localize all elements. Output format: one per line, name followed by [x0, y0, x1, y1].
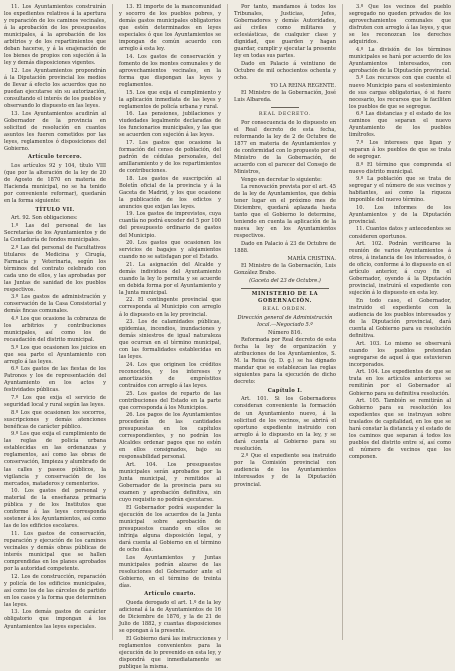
paragraph: El Gobernador podrá suspender la ejecución de los acuerdos de la Junta municipal sobre aprobación de presupuestos cuando en ellos se infrinja alguna disposición legal, y dará cuenta al Gobierno en el término de ocho días.: [119, 504, 221, 554]
paragraph: Dirección general de Administración local.—Negociado 5.º: [237, 314, 333, 328]
paragraph: Art. 103. Lo mismo se observará cuando los pueblos pretendan segregarse de aquel á que estuvieren incorporados.: [349, 340, 451, 368]
paragraph: Art. 102. Podrán verificarse la reunión de varios Ayuntamientos á otros, á instancia de los interesados, ó de oficio, conforme á lo dispuesto en el artículo anterior, á cuyo fin el Gobernador, oyendo á la Diputación provincial, instruirá el expediente con sujeción á lo dispuesto en esta ley.: [349, 241, 451, 297]
paragraph: 26. Los pagos de los Ayuntamientos procederán de las cantidades presupuestas en los capítulos correspondientes, y no podrán los Alcaldes ordenar pagos que no estén en ellos consignados, bajo su responsabilidad personal.: [119, 412, 221, 461]
section-heading: REAL ORDEN.: [262, 307, 308, 313]
paragraph: 5.º Los recursos con que cuente el nuevo Municipio para el sostenimiento de sus cargas obligatorias, ó si fuere necesario, los recursos que le faciliten los pueblos de que se segregue.: [349, 75, 451, 110]
paragraph: 22. El contingente provincial que corresponda al Municipio con arreglo á lo dispuesto en la ley provincial.: [119, 297, 221, 318]
paragraph: 12. Los Ayuntamientos propondrán á la Diputación provincial los medios de llevar á efecto los acuerdos que no puedan ejecutarse sin su autorización, consultando el interés de los pueblos y observando lo dispuesto en las leyes.: [4, 67, 106, 110]
section-heading: Capítulo I.: [267, 387, 303, 394]
paragraph: Queda derogado el art. 1.º de la ley adicional á la de Ayuntamientos de 16 de Diciembre de 1876, y la de 21 de Julio de 1882, y cuantas disposiciones se opongan á la presente.: [119, 599, 221, 635]
paragraph: 9.º Los que exija el cumplimiento de las reglas de policía urbana establecidas en las ordenanzas y reglamentos, así como las obras de conservación, limpieza y alumbrado de las calles y paseos públicos, la vigilancia y conservación de los mercados, mataderos y cementerios.: [4, 431, 106, 487]
paragraph: Reformada por Real decreto de esta fecha la ley de organización y atribuciones de los Ayuntamientos, S. M. la Reina (q. D. g.) se ha dignado mandar que se establezcan las reglas siguientes para la ejecución de dicho decreto:: [234, 337, 336, 386]
section-divider: [241, 288, 329, 289]
paragraph: 7.º Los intereses que ligan y separan á los pueblos de que se trata de segregar.: [349, 139, 451, 160]
column-2: [112, 4, 221, 670]
paragraph: 23. Los de calamidades públicas, epidemias, incendios, inundaciones y demás siniestros de igual naturaleza que ocurran en el término municipal, con las formalidades establecidas en las leyes.: [119, 319, 221, 361]
paragraph: 11. Cuantos datos y antecedentes se consideren oportunos.: [349, 226, 451, 240]
paragraph: 17. Los gastos que ocasione la formación del censo de población, del padrón de cédulas personales, del amillaramiento y de los repartimientos de contribuciones.: [119, 139, 221, 175]
paragraph: 4.º Los que ocasione la cobranza de los arbitrios y contribuciones municipales, así como los de recaudación del distrito municipal.: [4, 316, 106, 344]
paragraph: 11. Los gastos de conservación, reparación y ejecución de los caminos vecinales y demás obras públicas de interés municipal que se hallen comprendidas en los planes aprobados por la autoridad competente.: [4, 530, 106, 573]
paragraph: Número 816.: [267, 329, 303, 336]
paragraph: Por tanto, mandamos á todos los Tribunales, Justicias, Jefes, Gobernadores y demás Autoridades, así civiles como militares y eclesiásticas, de cualquier clase y dignidad, que guarden y hagan guardar, cumplir y ejecutar la presente ley en todas sus partes.: [234, 4, 336, 60]
paragraph: 7.º Los que exija el servicio de seguridad local y rural según las leyes.: [4, 395, 106, 409]
paragraph: 13. El importe de la mancomunidad y socorro de los pueblos pobres, y demás gastos municipales obligatorios que estén determinados en leyes especiales ó que los Ayuntamientos se impongan de común acuerdo con arreglo á esta ley.: [119, 4, 221, 53]
section-heading: Artículo cuarto.: [144, 591, 196, 598]
paragraph: 5.º Los que ocasionen los juicios en que sea parte el Ayuntamiento con arreglo á las leyes.: [4, 344, 106, 365]
paragraph: 12. Los de construcción, reparación y policía de los edificios municipales, así como los de las cárceles de partido en los casos y la forma que determinen las leyes.: [4, 573, 106, 608]
paragraph: El Gobierno dará las instrucciones y reglamentos convenientes para la ejecución de lo prevenido en esta ley, y dispondrá que inmediatamente se publique la misma.: [119, 635, 221, 670]
paragraph: 13. Los demás gastos de carácter obligatorio que impongan á los Ayuntamientos las leyes especiales.: [4, 609, 106, 630]
paragraph: 10. Los informes de los Ayuntamientos y de la Diputación provincial.: [349, 204, 451, 225]
paragraph: Los Ayuntamientos y Juntas municipales podrán alzarse de las resoluciones del Gobernador ante el Gobierno, en el término de treinta días.: [119, 554, 221, 589]
paragraph: El Ministro de la Gobernación, Luis González Brabo.: [234, 263, 336, 277]
paragraph: Dado en Palacio á 23 de Octubre de 1888.: [234, 241, 336, 255]
paragraph: 3.º Que los vecinos del pueblo segregado no queden privados de los aprovechamientos comunales que disfruten con arreglo á las leyes, y que se les reconozcan los derechos adquiridos.: [349, 4, 451, 46]
paragraph: 25. Los gastos de reparto de las contribuciones del Estado en la parte que corresponda á los Municipios.: [119, 390, 221, 411]
section-heading: REAL DECRETO.: [258, 112, 312, 118]
paragraph: 11. Los Ayuntamientos construirán los expedientes relativos á la apertura y reparación de los caminos vecinales, á la aprobación de los presupuestos municipales, á la aprobación de los arbitrios y de los repartimientos que deban hacerse, y á la enajenación de los bienes de propios con sujeción á la ley y demás disposiciones vigentes.: [4, 4, 106, 67]
paragraph: 10. Los gastos del personal y material de la enseñanza primaria pública y de los Institutos que conforme á las leyes corresponda sostener á los Ayuntamientos, así como las de los edificios escolares.: [4, 488, 106, 530]
paragraph: 19. Los gastos de imprevistos, cuya cuantía no podrá exceder del 5 por 100 del presupuesto ordinario de gastos del Municipio.: [119, 211, 221, 239]
paragraph: 21. La asignación del Alcalde y demás individuos del Ayuntamiento cuando la ley lo permita y se acuerde en debida forma por el Ayuntamiento y la Junta municipal.: [119, 261, 221, 296]
paragraph: 14. Los gastos de conservación y fomento de los montes comunales y de aprovechamientos vecinales, en la forma que dispongan las leyes y reglamentos.: [119, 53, 221, 89]
paragraph: 15. Los que exija el cumplimiento y la aplicación inmediata de las leyes y reglamentos de policía urbana y rural.: [119, 89, 221, 110]
paragraph: Art. 104. Los presupuestos municipales serán aprobados por la Junta municipal, y remitidos al Gobernador de la provincia para su examen y aprobación definitiva, sin cuyo requisito no podrán ejecutarse.: [119, 462, 221, 504]
paragraph: 20. Los gastos que ocasionen los servicios de bagajes y alojamientos cuando no se satisfagan por el Estado.: [119, 240, 221, 261]
paragraph: 13. Los Ayuntamientos acudirán al Gobernador de la provincia en solicitud de resolución en cuantos asuntos les fueren cometidos por las leyes, reglamentos ó disposiciones del Gobierno.: [4, 110, 106, 152]
paragraph: 18. Los gastos de suscripción al Boletín oficial de la provincia y á la Gaceta de Madrid, y los que ocasione la publicación de los edictos y anuncios que exijan las leyes.: [119, 175, 221, 210]
paragraph: (Gaceta del 23 de Octubre.): [249, 277, 321, 284]
paragraph: 16. Las pensiones, jubilaciones y viudedades legalmente declaradas de los funcionarios municipales, y las que se acuerden con sujeción á las leyes.: [119, 111, 221, 139]
paragraph: 6.º Los gastos de las fiestas de los Patronos y los de representación del Ayuntamiento en los actos y festividades públicas.: [4, 366, 106, 394]
paragraph: Art. 105. También se remitirán al Gobierno para su resolución los expedientes que se instruyan sobre traslados de capitalidad, en los que se hará constar la distancia y el estado de los caminos que separan á todos los pueblos del distrito entre sí, así como el número de vecinos que los componen.: [349, 398, 451, 461]
paragraph: 24. Los que originen los créditos reconocidos, y los intereses y amortización de empréstitos contraídos con arreglo á las leyes.: [119, 361, 221, 389]
paragraph: 1.º Las del personal de las Secretarías de los Ayuntamientos y de la Contaduría de fondos municipales.: [4, 222, 106, 243]
paragraph: Dado en Palacio á veintiuno de Octubre de mil ochocientos ochenta y ocho.: [234, 60, 336, 81]
paragraph: 9.º La población que se trata de segregar y el número de sus vecinos y habitantes, así como la riqueza imponible del nuevo término.: [349, 176, 451, 204]
paragraph: Art. 92. Son obligaciones:: [11, 215, 78, 222]
paragraph: 3.º Los gastos de administración y conservación de la Casa Consistorial y demás fincas comunales.: [4, 294, 106, 315]
paragraph: Por consecuencia de lo dispuesto en el Real decreto de esta fecha, reformando la ley de 2 de Octubre de 1877 en materia de Ayuntamientos y de conformidad con lo propuesto por el Ministro de la Gobernación, de acuerdo con el parecer del Consejo de Ministros,: [234, 119, 336, 176]
paragraph: 2.º Las del personal de Facultativos titulares de Medicina y Cirugía, Farmacia y Veterinaria, según los términos del contrato celebrado con cada uno de ellos, y las aprobadas por las Juntas de sanidad de los pueblos respectivos.: [4, 244, 106, 293]
paragraph: 2.º Que el expediente sea instruido por la Comisión provincial con audiencia de los Ayuntamientos interesados y de la Diputación provincial.: [234, 453, 336, 488]
paragraph: La renovación prevista por el art. 45 de la ley de Ayuntamientos, que debía tener lugar en el próximo mes de Diciembre, quedará aplazada hasta tanto que el Gobierno lo determine, teniendo en cuenta la aplicación de la nueva ley en los Ayuntamientos respectivos.: [234, 184, 336, 240]
paragraph: En todo caso, el Gobernador, instruido el expediente con la audiencia de los pueblos interesados y de la Diputación provincial, dará cuenta al Gobierno para su resolución definitiva.: [349, 297, 451, 340]
section-heading: MINISTERIO DE LA GOBERNACIÓN.: [251, 290, 319, 304]
paragraph: El Ministro de la Gobernación, José Luis Albareda.: [234, 90, 336, 104]
paragraph: 6.º Las distancias y el estado de los caminos que separan el nuevo Ayuntamiento de los pueblos limítrofes.: [349, 111, 451, 139]
column-3: [227, 4, 336, 640]
signature-line: MARÍA CRISTINA.: [287, 255, 336, 262]
section-heading: Artículo tercero.: [27, 154, 83, 161]
paragraph: 4.º La división de los términos municipales se hará por acuerdo de los Ayuntamientos interesados, con aprobación de la Diputación provincial.: [349, 46, 451, 74]
paragraph: 8.º Los que ocasionen los socorros, suscripciones y demás atenciones benéficas de carácter público.: [4, 409, 106, 430]
column-1: [4, 4, 106, 640]
paragraph: Art. 104. Los expedientes de que se trata en los artículos anteriores se remitirán por el Gobernador al Gobierno para su definitiva resolución.: [349, 369, 451, 397]
signature-line: YO LA REINA REGENTE.: [270, 82, 336, 89]
section-divider: [271, 107, 299, 108]
paragraph: Vengo en decretar lo siguiente:: [241, 176, 322, 183]
paragraph: Art. 101. Si los Gobernadores consideran conveniente la formación de un Ayuntamiento nuevo, á la solicitud de los vecinos, se abrirá el oportuno expediente instruido con arreglo á lo dispuesto en la ley, y se dará cuenta al Gobierno para su resolución.: [234, 396, 336, 452]
section-heading: TÍTULO VII.: [35, 206, 75, 213]
paragraph: 8.º El término que comprenda el nuevo distrito municipal.: [349, 161, 451, 175]
paragraph: Los artículos 92 y 104, título VIII (que por la alteración de la ley de 20 de Agosto de 1870 en materia de Hacienda municipal, no se ha tenido por conveniente reformar), quedarán en la forma siguiente:: [4, 163, 106, 205]
column-4: [342, 4, 451, 640]
